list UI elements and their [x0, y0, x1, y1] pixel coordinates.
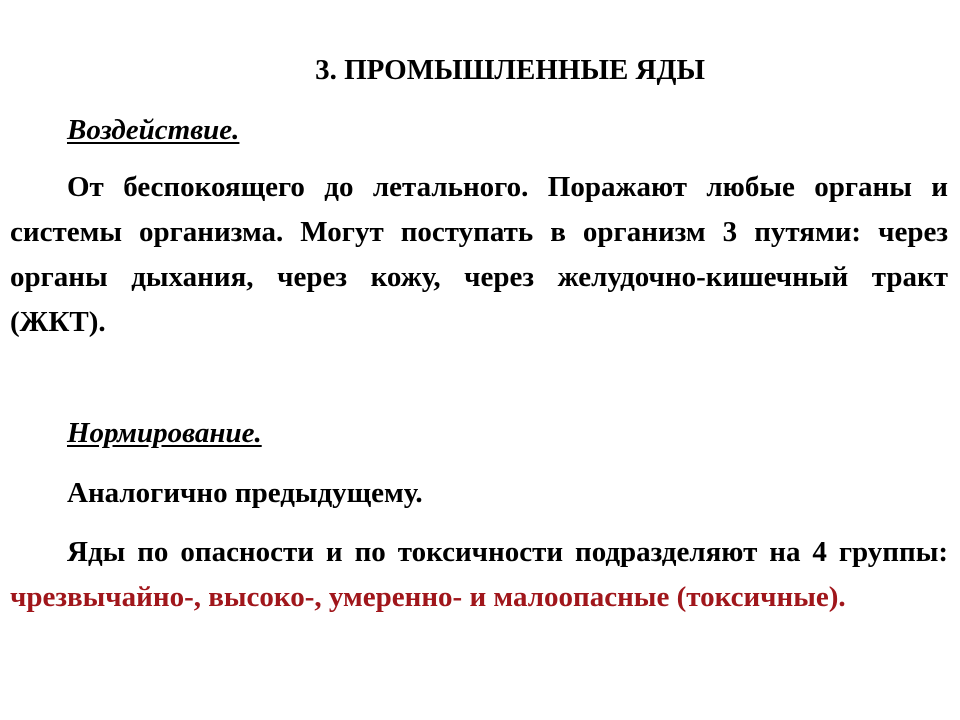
groups-highlight: чрезвычайно-, высоко-, умеренно- и малоопасные [10, 581, 670, 613]
groups-paragraph-end: (токсичные). [669, 581, 846, 613]
groups-paragraph [10, 530, 948, 620]
section-heading-regulation: Нормирование. [67, 417, 262, 449]
impact-paragraph: От беспокоящего до летального. Поражают любые органы и системы организма. Могут поступать в организм 3 путями: через органы дыхания, через кожу, через желудочно-кишечный тракт (ЖКТ). [10, 171, 948, 338]
regulation-line: Аналогично предыдущему. [67, 477, 423, 509]
section-heading-impact: Воздействие. [67, 114, 240, 146]
slide-title: 3. ПРОМЫШЛЕННЫЕ ЯДЫ [315, 54, 705, 86]
groups-paragraph-start: Яды по опасности и по токсичности подразделяют на 4 группы: [67, 536, 948, 568]
